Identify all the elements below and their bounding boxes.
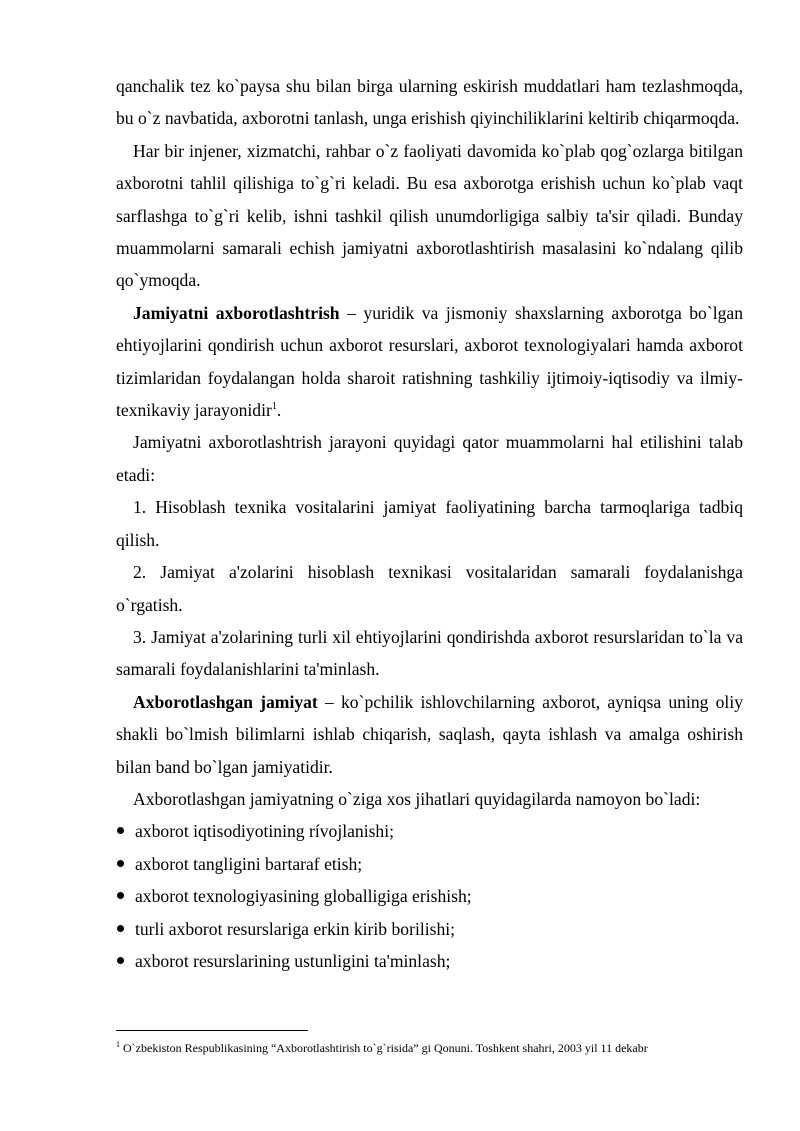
bullet-icon: [117, 925, 124, 932]
footnote-text: O`zbekiston Respublikasining “Axborotlashtirish to`g`risida” gi Qonuni. Toshkent shahri, 2003 yil 11 dekabr: [120, 1041, 648, 1055]
list-item: [116, 880, 743, 912]
paragraph-features-intro: Axborotlashgan jamiyatning o`ziga xos jihatlari quyidagilarda namoyon bo`ladi:: [133, 788, 701, 809]
numbered-item-1: 1. Hisoblash texnika vositalarini jamiyat faoliyatining barcha tarmoqlariga tadbiq qilish.: [116, 497, 743, 550]
bullet-icon: [117, 860, 124, 867]
features-bullet-list: [116, 815, 743, 977]
bullet-icon: [117, 957, 124, 964]
list-item-text: axborot iqtisodiyotining rívojlanishi;: [135, 821, 395, 842]
list-item: [116, 815, 743, 847]
numbered-item-3: 3. Jamiyat a'zolarining turli xil ehtiyojlarini qondirishda axborot resurslaridan to`la va samarali foydalanishlarini ta'minlash.: [116, 626, 743, 680]
paragraph-injener: Har bir injener, xizmatchi, rahbar o`z faoliyati davomida ko`plab qog`ozlarga bitilgan axborotni tahlil qilishiga to`g`ri keladi. Bu esa axborotga erishish uchun ko`plab vaqt sarflashga to`g`ri kelib, ishni tashkil qilish unumdorligiga salbiy ta'sir qiladi. Bunday muammolarni samarali echish jamiyatni axborotlashtirish masalasini ko`ndalang qilib qo`ymoqda.: [116, 140, 743, 291]
paragraph-definition-axborotlashtrish: [116, 297, 743, 427]
list-item-text: axborot tangligini bartaraf etish;: [135, 853, 363, 874]
list-item: [116, 913, 743, 945]
definition-text: – ko`pchilik ishlovchilarning axborot, ayniqsa uning oliy shakli bo`lmish bilimlarni ishlab chiqarish, saqlash, qayta ishlash va amalga oshirish bilan band bo`lgan jamiyatidir.: [116, 691, 744, 777]
footnote-reference[interactable]: 1: [271, 401, 277, 413]
paragraph-problems-intro: Jamiyatni axborotlashtrish jarayoni quyidagi qator muammolarni hal etilishini talab etadi:: [116, 432, 743, 485]
bullet-icon: [117, 892, 124, 899]
footnote-number: 1: [116, 1040, 120, 1049]
list-item-text: axborot resurslarining ustunligini ta'minlash;: [135, 950, 451, 971]
term-axborotlashgan-jamiyat: Axborotlashgan jamiyat: [133, 691, 318, 712]
definition-text: – yuridik va jismoniy shaxslarning axborotga bo`lgan ehtiyojlarini qondirish uchun axborot resurslari, axborot texnologiyalari hamda axborot tizimlaridan foydalangan holda sharoit ratishning tashkiliy ijtimoiy-iqtisodiy va ilmiy-texnikaviy jarayonidir: [116, 302, 743, 421]
term-jamiyatni-axborotlashtrish: Jamiyatni axborotlashtrish: [133, 302, 340, 323]
paragraph-definition-axborotlashgan-jamiyat: [116, 686, 743, 783]
numbered-item-2: 2. Jamiyat a'zolarini hisoblash texnikasi vositalaridan samarali foydalanishga o`rgatish.: [116, 562, 743, 615]
list-item: [116, 848, 743, 880]
footnote: [116, 1040, 756, 1056]
document-body: [116, 70, 743, 977]
list-item-text: axborot texnologiyasining globalligiga erishish;: [135, 886, 472, 907]
bullet-icon: [117, 827, 124, 834]
paragraph-continuation: qanchalik tez ko`paysa shu bilan birga ularning eskirish muddatlari ham tezlashmoqda, bu o`z navbatida, axborotni tanlash, unga erishish qiyinchiliklarini keltirib chiqarmoqda.: [116, 76, 743, 129]
footnote-separator: [116, 1030, 308, 1031]
list-item: [116, 945, 743, 977]
definition-end: .: [276, 400, 282, 421]
list-item-text: turli axborot resurslariga erkin kirib borilishi;: [135, 918, 456, 939]
